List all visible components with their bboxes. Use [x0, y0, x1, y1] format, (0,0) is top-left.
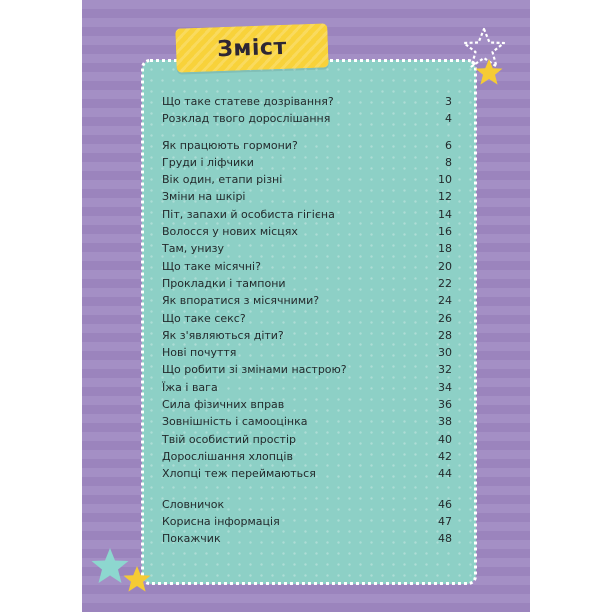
toc-entry[interactable]: [162, 93, 452, 110]
toc-entry[interactable]: [162, 223, 452, 240]
toc-entry-page-number: 26: [438, 311, 452, 325]
toc-entry[interactable]: [162, 240, 452, 257]
page-title: Зміст: [216, 34, 288, 62]
toc-entry[interactable]: [162, 258, 452, 275]
toc-entry-page-number: 10: [438, 173, 452, 187]
toc-entry-page-number: 6: [445, 138, 452, 152]
toc-entry-page-number: 4: [445, 112, 452, 126]
toc-entry[interactable]: [162, 513, 452, 530]
toc-entry[interactable]: [162, 496, 452, 513]
toc-entry[interactable]: [162, 310, 452, 327]
toc-entry-title: Що таке статеве дозрівання?: [162, 95, 334, 108]
toc-entry[interactable]: [162, 292, 452, 309]
toc-entry[interactable]: [162, 379, 452, 396]
toc-entry[interactable]: [162, 530, 452, 547]
toc-entry[interactable]: [162, 171, 452, 188]
toc-entry-title: Піт, запахи й особиста гігієна: [162, 207, 335, 221]
toc-entry-page-number: 18: [438, 242, 452, 256]
toc-entry[interactable]: [162, 188, 452, 205]
toc-entry-title: Як з'являються діти?: [162, 328, 284, 342]
toc-entry-page-number: 28: [438, 328, 452, 342]
toc-entry[interactable]: [162, 431, 452, 448]
toc-entry-page-number: 47: [438, 514, 452, 528]
toc-entry-page-number: 40: [438, 432, 452, 446]
toc-entry-title: Хлопці теж переймаються: [162, 467, 316, 481]
toc-entry-title: Вік один, етапи різні: [162, 173, 283, 187]
toc-entry-page-number: 38: [438, 415, 452, 429]
toc-entry-title: Що робити зі змінами настрою?: [162, 363, 347, 377]
toc-entry-title: Розклад твого дорослішання: [162, 112, 331, 126]
section-spacer: [162, 483, 452, 496]
toc-entry-title: Що таке місячні?: [162, 259, 261, 273]
toc-entry-title: Твій особистий простір: [162, 432, 296, 446]
toc-entry-title: Прокладки і тампони: [162, 276, 286, 290]
star-yellow-icon: [474, 58, 504, 87]
toc-entry-title: Сила фізичних вправ: [162, 398, 285, 412]
toc-entry-page-number: 48: [438, 532, 452, 546]
section-spacer: [162, 128, 452, 137]
toc-entry[interactable]: [162, 413, 452, 430]
toc-entry-page-number: 30: [438, 346, 452, 360]
toc-entry-title: Корисна інформація: [162, 514, 280, 528]
book-page: [82, 0, 530, 612]
toc-entry-title: Там, унизу: [162, 242, 224, 256]
toc-entry-page-number: 24: [438, 294, 452, 308]
toc-entry-page-number: 3: [445, 95, 452, 108]
toc-entry-page-number: 14: [438, 207, 452, 221]
toc-entry-title: Волосся у нових місцях: [162, 225, 298, 239]
toc-entry-page-number: 46: [438, 497, 452, 511]
table-of-contents: [162, 93, 452, 547]
title-tab: [175, 23, 328, 72]
toc-entry[interactable]: [162, 327, 452, 344]
toc-entry[interactable]: [162, 344, 452, 361]
toc-entry-page-number: 12: [438, 190, 452, 204]
toc-entry-page-number: 8: [445, 155, 452, 169]
toc-entry[interactable]: [162, 465, 452, 482]
toc-entry[interactable]: [162, 361, 452, 378]
toc-entry-page-number: 44: [438, 467, 452, 481]
toc-entry-title: Нові почуття: [162, 346, 237, 360]
toc-entry[interactable]: [162, 275, 452, 292]
toc-entry-title: Як працюють гормони?: [162, 138, 298, 152]
star-yellow-icon: [122, 565, 152, 594]
toc-entry-title: Словничок: [162, 497, 225, 511]
toc-entry-title: Що таке секс?: [162, 311, 246, 325]
toc-entry-title: Покажчик: [162, 532, 221, 546]
toc-entry[interactable]: [162, 110, 452, 127]
toc-entry-title: Як впоратися з місячними?: [162, 294, 320, 308]
toc-entry-page-number: 16: [438, 225, 452, 239]
toc-entry-page-number: 22: [438, 276, 452, 290]
toc-entry[interactable]: [162, 206, 452, 223]
toc-entry[interactable]: [162, 396, 452, 413]
toc-entry[interactable]: [162, 154, 452, 171]
toc-entry-title: Груди і ліфчики: [162, 155, 254, 169]
toc-entry-page-number: 34: [438, 380, 452, 394]
toc-entry-page-number: 36: [438, 398, 452, 412]
toc-entry[interactable]: [162, 137, 452, 154]
toc-entry-title: Зовнішність і самооцінка: [162, 415, 308, 429]
toc-entry-page-number: 32: [438, 363, 452, 377]
toc-entry-title: Дорослішання хлопців: [162, 449, 293, 463]
toc-entry[interactable]: [162, 448, 452, 465]
toc-entry-page-number: 42: [438, 449, 452, 463]
toc-entry-title: Їжа і вага: [162, 380, 218, 394]
toc-entry-title: Зміни на шкірі: [162, 190, 246, 204]
toc-entry-page-number: 20: [438, 259, 452, 273]
